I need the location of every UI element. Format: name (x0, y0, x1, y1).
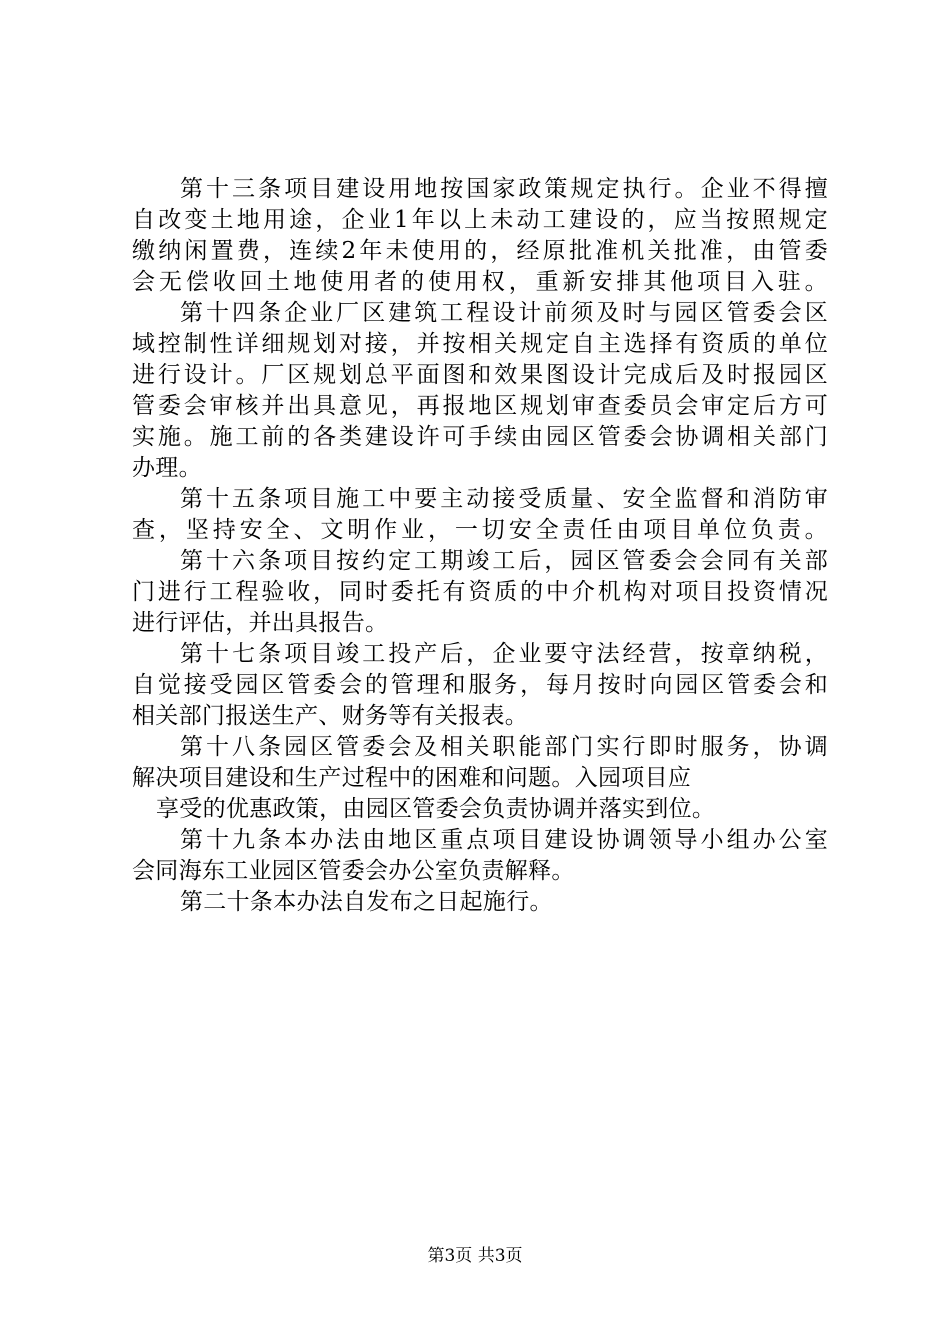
text-line: 解决项目建设和生产过程中的困难和问题。入园项目应 (132, 765, 692, 791)
text-line: 第十八条园区管委会及相关职能部门实行即时服务，协调 (180, 734, 828, 760)
text-line: 自改变土地用途，企业1年以上未动工建设的，应当按照规定 (132, 207, 828, 233)
text-line: 域控制性详细规划对接，并按相关规定自主选择有资质的单位 (132, 331, 828, 357)
text-line: 进行设计。厂区规划总平面图和效果图设计完成后及时报园区 (132, 362, 828, 388)
text-line: 享受的优惠政策，由园区管委会负责协调并落实到位。 (156, 796, 716, 822)
text-line: 缴纳闲置费，连续2年未使用的，经原批准机关批准，由管委 (132, 238, 828, 264)
text-line: 第十九条本办法由地区重点项目建设协调领导小组办公室 (180, 827, 828, 853)
text-line: 门进行工程验收，同时委托有资质的中介机构对项目投资情况 (132, 579, 828, 605)
page-footer: 第3页 共3页 (427, 1246, 523, 1266)
text-line: 实施。施工前的各类建设许可手续由园区管委会协调相关部门 (132, 424, 828, 450)
body-text (132, 174, 828, 918)
text-line: 管委会审核并出具意见，再报地区规划审查委员会审定后方可 (132, 393, 828, 419)
text-line: 办理。 (132, 455, 202, 481)
text-line: 第十五条项目施工中要主动接受质量、安全监督和消防审 (180, 486, 828, 512)
text-line: 自觉接受园区管委会的管理和服务，每月按时向园区管委会和 (132, 672, 828, 698)
text-line: 相关部门报送生产、财务等有关报表。 (132, 703, 529, 729)
text-line: 查，坚持安全、文明作业，一切安全责任由项目单位负责。 (132, 517, 828, 543)
text-line: 第十七条项目竣工投产后，企业要守法经营，按章纳税， (180, 641, 828, 667)
text-line: 第二十条本办法自发布之日起施行。 (180, 889, 553, 915)
text-line: 第十三条项目建设用地按国家政策规定执行。企业不得擅 (180, 176, 828, 202)
text-line: 会无偿收回土地使用者的使用权，重新安排其他项目入驻。 (132, 269, 828, 295)
text-line: 第十四条企业厂区建筑工程设计前须及时与园区管委会区 (180, 300, 828, 326)
text-line: 会同海东工业园区管委会办公室负责解释。 (132, 858, 575, 884)
text-line: 第十六条项目按约定工期竣工后，园区管委会会同有关部 (180, 548, 828, 574)
text-line: 进行评估，并出具报告。 (132, 610, 389, 636)
